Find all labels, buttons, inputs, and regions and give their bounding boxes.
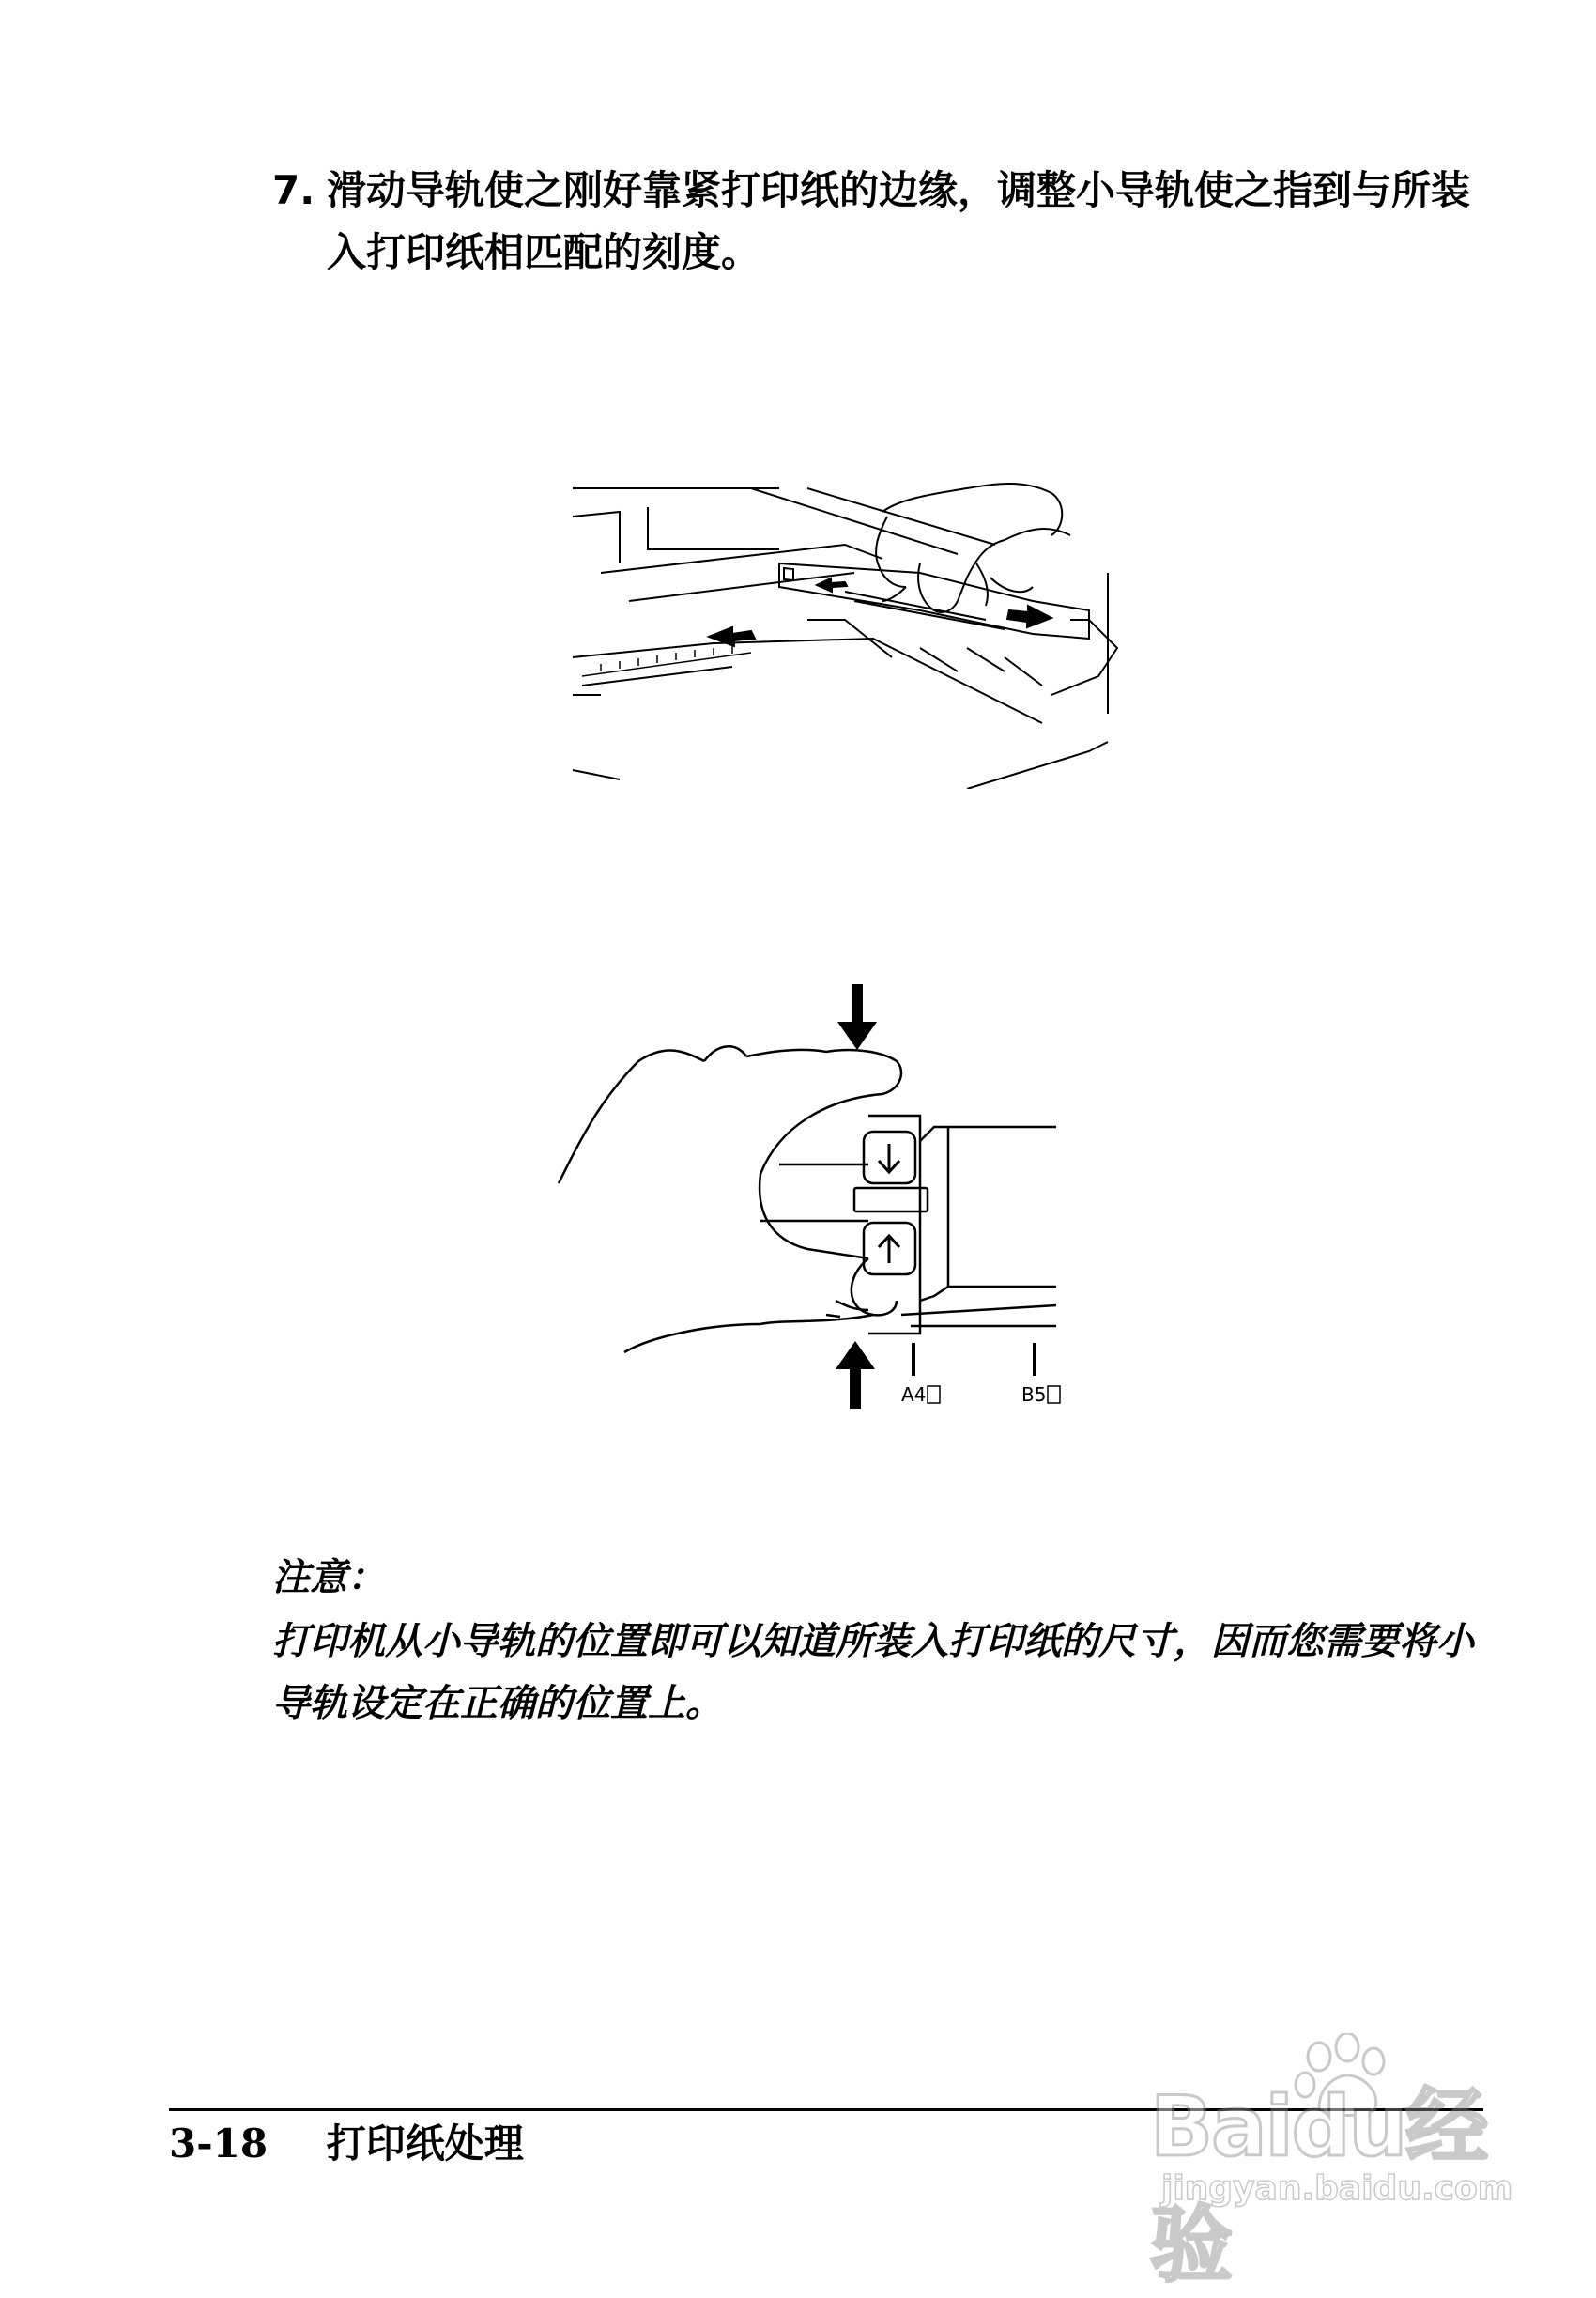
small-guide-illustration bbox=[545, 977, 1108, 1437]
chevron-down-icon bbox=[879, 1144, 899, 1172]
scale-marks bbox=[913, 1343, 1035, 1376]
step-text: 滑动导轨使之刚好靠紧打印纸的边缘，调整小导轨使之指到与所装入打印纸相匹配的刻度。 bbox=[327, 167, 1471, 275]
a4-box-icon bbox=[928, 1386, 940, 1403]
down-arrow-icon bbox=[837, 984, 877, 1050]
label-a4: A4 bbox=[901, 1383, 927, 1406]
section-title: 打印纸处理 bbox=[326, 2121, 524, 2167]
note-text: 打印机从小导轨的位置即可以知道所装入打印纸的尺寸，因而您需要将小导轨设定在正确的位置上。 bbox=[272, 1620, 1474, 1725]
chevron-up-icon bbox=[879, 1236, 899, 1263]
guide-slider bbox=[854, 1116, 928, 1334]
label-b5: B5 bbox=[1021, 1383, 1047, 1406]
tray-outline bbox=[573, 488, 1117, 789]
step-number: 7. bbox=[272, 167, 315, 213]
baidu-watermark bbox=[1150, 2033, 1526, 2293]
paper-edge bbox=[901, 1127, 1056, 1326]
ruler-scale bbox=[582, 646, 751, 676]
watermark-url: jingyan.baidu.com bbox=[1161, 2169, 1513, 2208]
right-arrow-icon bbox=[1007, 606, 1051, 627]
footer bbox=[169, 2118, 524, 2170]
page-number: 3-18 bbox=[169, 2121, 269, 2167]
hand-icon bbox=[876, 484, 1070, 612]
paper-guide-illustration bbox=[563, 470, 1174, 789]
note-label: 注意： bbox=[272, 1556, 385, 1599]
hand-icon bbox=[559, 1046, 901, 1352]
watermark-brand: Baidu经验 bbox=[1150, 2078, 1487, 2293]
small-arrow-icon bbox=[817, 578, 847, 592]
up-arrow-icon bbox=[836, 1341, 875, 1409]
step-7 bbox=[272, 160, 1483, 284]
b5-box-icon bbox=[1048, 1386, 1060, 1403]
